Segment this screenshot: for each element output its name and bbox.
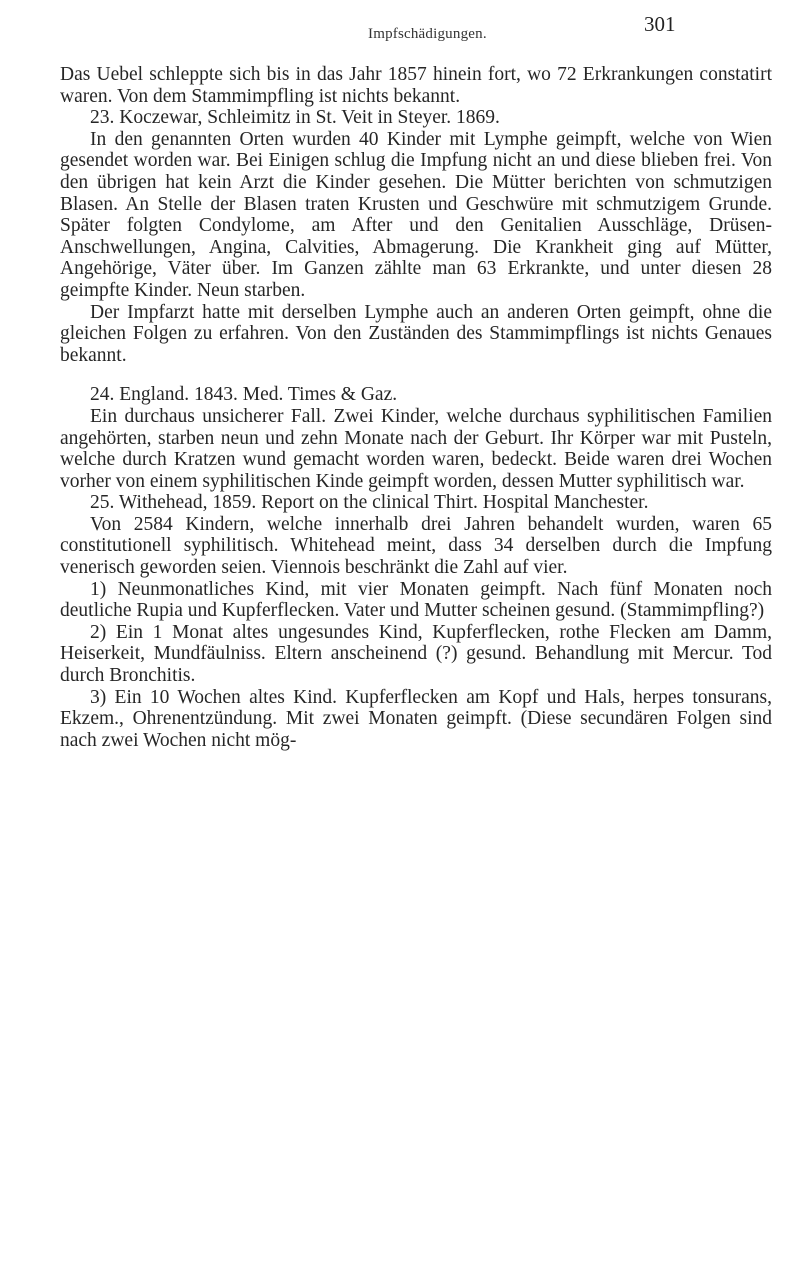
running-head: Impfschädigungen. <box>368 26 487 42</box>
paragraph-uebel: Das Uebel schleppte sich bis in das Jahr 1857 hinein fort, wo 72 Erkrankungen constatirt waren. Von dem Stammimpfling ist nichts bekannt. <box>60 64 772 107</box>
page-number: 301 <box>644 12 676 36</box>
case-heading-23: 23. Koczewar, Schleimitz in St. Veit in Steyer. 1869. <box>90 107 500 129</box>
case-heading-24: 24. England. 1843. Med. Times & Gaz. <box>90 384 398 406</box>
paragraph-case-25-description: Von 2584 Kindern, welche innerhalb drei Jahren behandelt wurden, waren 65 constitutionell syphilitisch. Whitehead meint, dass 34 derselben durch die Impfung venerisch geworden seien. Viennois beschränkt die Zahl auf vier. <box>60 513 772 579</box>
list-item-3: 3) Ein 10 Wochen altes Kind. Kupferflecken am Kopf und Hals, herpes tonsurans, Ekzem., Ohrenentzündung. Mit zwei Monaten geimpft. (Diese secundären Folgen sind nach zwei Wochen nicht mög- <box>60 686 772 751</box>
paragraph-case-24-description: Ein durchaus unsicherer Fall. Zwei Kinder, welche durchaus syphilitischen Familien angehörten, starben neun und zehn Monate nach der Geburt. Ihr Körper war mit Pusteln, welche durch Kratzen wund gemacht worden waren, bedeckt. Beide waren drei Wochen vorher von einem syphilitischen Kinde geimpft worden, dessen Mutter syphilitisch war. <box>60 405 772 492</box>
list-item-1: 1) Neunmonatliches Kind, mit vier Monaten geimpft. Nach fünf Monaten noch deutliche Rupia und Kupferflecken. Vater und Mutter scheinen gesund. (Stammimpfling?) <box>60 578 772 622</box>
body-text <box>60 64 772 751</box>
paragraph-case-23-impfarzt: Der Impfarzt hatte mit derselben Lymphe auch an anderen Orten geimpft, ohne die gleichen Folgen zu erfahren. Von den Zuständen des Stammimpflings ist nichts Genaues bekannt. <box>60 301 772 366</box>
paragraph-case-23-description: In den genannten Orten wurden 40 Kinder mit Lymphe geimpft, welche von Wien gesendet worden war. Bei Einigen schlug die Impfung nicht an und diese blieben frei. Von den übrigen hat kein Arzt die Kinder gesehen. Die Mütter berichten von schmutzigen Blasen. An Stelle der Blasen traten Krusten und Geschwüre mit schmutzigem Grunde. Später folgten Condylome, am After und den Genitalien Ausschläge, Drüsen-Anschwellungen, Angina, Calvities, Abmagerung. Die Krankheit ging auf Mütter, Angehörige, Väter über. Im Ganzen zählte man 63 Erkrankte, und unter diesen 28 geimpfte Kinder. Neun starben. <box>60 128 772 301</box>
list-item-2: 2) Ein 1 Monat altes ungesundes Kind, Kupferflecken, rothe Flecken am Damm, Heiserkeit, Mundfäulniss. Eltern anscheinend (?) gesund. Behandlung mit Mercur. Tod durch Bronchitis. <box>60 621 772 687</box>
case-heading-25: 25. Withehead, 1859. Report on the clinical Thirt. Hospital Manchester. <box>90 492 649 514</box>
